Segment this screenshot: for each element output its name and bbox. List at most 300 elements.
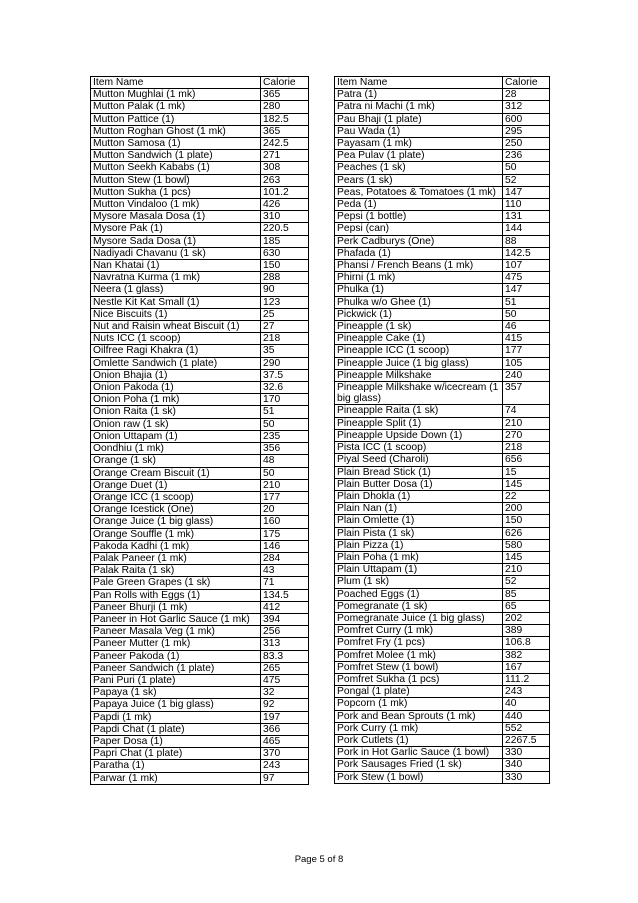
table-row: [91, 199, 309, 211]
table-row: [91, 748, 309, 760]
calorie-cell: 330: [503, 771, 550, 783]
item-name-cell: Pongal (1 plate): [335, 686, 503, 698]
calorie-cell: 382: [503, 649, 550, 661]
item-name-cell: Mysore Masala Dosa (1): [91, 211, 261, 223]
table-row: [335, 211, 550, 223]
item-name-cell: Piyal Seed (Charoli): [335, 454, 503, 466]
calorie-cell: 288: [261, 272, 309, 284]
table-row: [335, 150, 550, 162]
calorie-cell: 365: [261, 125, 309, 137]
item-name-cell: Plain Butter Dosa (1): [335, 478, 503, 490]
table-row: [335, 564, 550, 576]
table-row: [91, 186, 309, 198]
calorie-cell: 210: [503, 417, 550, 429]
calorie-cell: 290: [261, 357, 309, 369]
table-row: [335, 515, 550, 527]
item-name-cell: Nestle Kit Kat Small (1): [91, 296, 261, 308]
item-name-cell: Patra (1): [335, 89, 503, 101]
table-row: [335, 710, 550, 722]
item-name-cell: Pineapple (1 sk): [335, 321, 503, 333]
table-row: [335, 260, 550, 272]
item-name-cell: Nut and Raisin wheat Biscuit (1): [91, 321, 261, 333]
calorie-cell: 43: [261, 565, 309, 577]
table-row: [91, 552, 309, 564]
calorie-cell: 256: [261, 626, 309, 638]
table-row: [91, 101, 309, 113]
table-row: [335, 369, 550, 381]
calorie-cell: 150: [261, 260, 309, 272]
table-row: [91, 174, 309, 186]
calorie-cell: 280: [261, 101, 309, 113]
table-row: [91, 504, 309, 516]
table-row: [335, 429, 550, 441]
calorie-cell: 242.5: [261, 138, 309, 150]
header-item-name: Item Name: [91, 77, 261, 89]
table-row: [335, 551, 550, 563]
item-name-cell: Parwar (1 mk): [91, 772, 261, 784]
table-row: [91, 443, 309, 455]
calorie-cell: 220.5: [261, 223, 309, 235]
item-name-cell: Poached Eggs (1): [335, 588, 503, 600]
item-name-cell: Oondhiu (1 mk): [91, 443, 261, 455]
item-name-cell: Pomfret Sukha (1 pcs): [335, 673, 503, 685]
calorie-cell: 475: [261, 674, 309, 686]
table-row: [91, 735, 309, 747]
calorie-cell: 48: [261, 455, 309, 467]
table-row: [91, 613, 309, 625]
table-row: [335, 771, 550, 783]
calorie-cell: 412: [261, 601, 309, 613]
item-name-cell: Mysore Sada Dosa (1): [91, 235, 261, 247]
table-row: [335, 490, 550, 502]
item-name-cell: Mutton Pattice (1): [91, 113, 261, 125]
calorie-cell: 74: [503, 405, 550, 417]
item-name-cell: Pomfret Curry (1 mk): [335, 625, 503, 637]
item-name-cell: Paneer Sandwich (1 plate): [91, 662, 261, 674]
calorie-cell: 263: [261, 174, 309, 186]
item-name-cell: Mutton Roghan Ghost (1 mk): [91, 125, 261, 137]
table-row: [335, 296, 550, 308]
table-row: [91, 382, 309, 394]
item-name-cell: Mutton Palak (1 mk): [91, 101, 261, 113]
calorie-cell: 210: [503, 564, 550, 576]
table-row: [91, 650, 309, 662]
item-name-cell: Pineapple Juice (1 big glass): [335, 357, 503, 369]
calorie-cell: 92: [261, 699, 309, 711]
table-row: [335, 454, 550, 466]
table-row: [91, 479, 309, 491]
item-name-cell: Onion Bhajia (1): [91, 369, 261, 381]
item-name-cell: Peas, Potatoes & Tomatoes (1 mk): [335, 186, 503, 198]
table-row: [91, 699, 309, 711]
table-row: [91, 333, 309, 345]
table-row: [335, 247, 550, 259]
item-name-cell: Pomegranate Juice (1 big glass): [335, 612, 503, 624]
item-name-cell: Plum (1 sk): [335, 576, 503, 588]
item-name-cell: Mutton Seekh Kababs (1): [91, 162, 261, 174]
table-row: [91, 577, 309, 589]
calorie-cell: 218: [503, 442, 550, 454]
item-name-cell: Mysore Pak (1): [91, 223, 261, 235]
calorie-cell: 145: [503, 551, 550, 563]
item-name-cell: Papaya Juice (1 big glass): [91, 699, 261, 711]
table-row: [91, 760, 309, 772]
calorie-cell: 27: [261, 321, 309, 333]
table-row: [91, 345, 309, 357]
item-name-cell: Pea Pulav (1 plate): [335, 150, 503, 162]
table-row: [91, 89, 309, 101]
calorie-cell: 465: [261, 735, 309, 747]
item-name-cell: Pista ICC (1 scoop): [335, 442, 503, 454]
table-row: [335, 527, 550, 539]
item-name-cell: Peda (1): [335, 199, 503, 211]
item-name-cell: Mutton Sandwich (1 plate): [91, 150, 261, 162]
item-name-cell: Pork Stew (1 bowl): [335, 771, 503, 783]
table-row: [335, 734, 550, 746]
item-name-cell: Onion Uttapam (1): [91, 430, 261, 442]
item-name-cell: Pineapple Split (1): [335, 417, 503, 429]
table-row: [335, 588, 550, 600]
calorie-cell: 71: [261, 577, 309, 589]
table-row: [335, 625, 550, 637]
table-row: [91, 638, 309, 650]
item-name-cell: Pineapple Upside Down (1): [335, 429, 503, 441]
table-row: [91, 662, 309, 674]
item-name-cell: Nadiyadi Chavanu (1 sk): [91, 247, 261, 259]
item-name-cell: Orange Icestick (One): [91, 504, 261, 516]
table-row: [335, 722, 550, 734]
calorie-cell: 295: [503, 125, 550, 137]
calorie-cell: 150: [503, 515, 550, 527]
item-name-cell: Pork Curry (1 mk): [335, 722, 503, 734]
table-row: [91, 284, 309, 296]
calorie-table-left: [90, 76, 309, 785]
item-name-cell: Perk Cadburys (One): [335, 235, 503, 247]
calorie-cell: 142.5: [503, 247, 550, 259]
table-row: [335, 478, 550, 490]
calorie-cell: 50: [503, 162, 550, 174]
item-name-cell: Orange (1 sk): [91, 455, 261, 467]
table-row: [335, 417, 550, 429]
header-item-name: Item Name: [335, 77, 503, 89]
calorie-cell: 394: [261, 613, 309, 625]
calorie-cell: 131: [503, 211, 550, 223]
calorie-cell: 250: [503, 138, 550, 150]
calorie-cell: 182.5: [261, 113, 309, 125]
calorie-cell: 146: [261, 540, 309, 552]
item-name-cell: Plain Dhokla (1): [335, 490, 503, 502]
table-row: [91, 394, 309, 406]
item-name-cell: Mutton Sukha (1 pcs): [91, 186, 261, 198]
calorie-cell: 22: [503, 490, 550, 502]
table-row: [91, 491, 309, 503]
item-name-cell: Pineapple Cake (1): [335, 333, 503, 345]
item-name-cell: Papdi Chat (1 plate): [91, 723, 261, 735]
calorie-cell: 312: [503, 101, 550, 113]
calorie-cell: 426: [261, 199, 309, 211]
calorie-cell: 626: [503, 527, 550, 539]
table-row: [91, 125, 309, 137]
table-row: [91, 308, 309, 320]
item-name-cell: Onion Poha (1 mk): [91, 394, 261, 406]
item-name-cell: Onion raw (1 sk): [91, 418, 261, 430]
item-name-cell: Pineapple Milkshake w/icecream (1 big glass): [335, 382, 503, 405]
calorie-cell: 177: [503, 345, 550, 357]
calorie-cell: 265: [261, 662, 309, 674]
item-name-cell: Phansi / French Beans (1 mk): [335, 260, 503, 272]
item-name-cell: Palak Raita (1 sk): [91, 565, 261, 577]
item-name-cell: Oilfree Ragi Khakra (1): [91, 345, 261, 357]
table-row: [335, 101, 550, 113]
item-name-cell: Navratna Kurma (1 mk): [91, 272, 261, 284]
calorie-cell: 32.6: [261, 382, 309, 394]
calorie-cell: 475: [503, 272, 550, 284]
calorie-cell: 106.8: [503, 637, 550, 649]
item-name-cell: Mutton Mughlai (1 mk): [91, 89, 261, 101]
calorie-cell: 83.3: [261, 650, 309, 662]
item-name-cell: Nuts ICC (1 scoop): [91, 333, 261, 345]
table-row: [335, 661, 550, 673]
item-name-cell: Patra ni Machi (1 mk): [335, 101, 503, 113]
table-row: [335, 125, 550, 137]
item-name-cell: Onion Pakoda (1): [91, 382, 261, 394]
calorie-cell: 366: [261, 723, 309, 735]
calorie-cell: 185: [261, 235, 309, 247]
calorie-cell: 243: [261, 760, 309, 772]
item-name-cell: Orange Juice (1 big glass): [91, 516, 261, 528]
item-name-cell: Mutton Stew (1 bowl): [91, 174, 261, 186]
item-name-cell: Pickwick (1): [335, 308, 503, 320]
item-name-cell: Mutton Samosa (1): [91, 138, 261, 150]
calorie-cell: 308: [261, 162, 309, 174]
item-name-cell: Nan Khatai (1): [91, 260, 261, 272]
calorie-cell: 270: [503, 429, 550, 441]
calorie-cell: 51: [503, 296, 550, 308]
item-name-cell: Paneer Mutter (1 mk): [91, 638, 261, 650]
table-row: [335, 539, 550, 551]
calorie-cell: 236: [503, 150, 550, 162]
table-row: [335, 747, 550, 759]
table-row: [335, 600, 550, 612]
table-row: [335, 576, 550, 588]
item-name-cell: Orange Souffle (1 mk): [91, 528, 261, 540]
table-header-row: [91, 77, 309, 89]
table-row: [91, 247, 309, 259]
table-row: [91, 455, 309, 467]
calorie-cell: 630: [261, 247, 309, 259]
calorie-cell: 105: [503, 357, 550, 369]
item-name-cell: Orange Duet (1): [91, 479, 261, 491]
calorie-cell: 200: [503, 503, 550, 515]
item-name-cell: Paratha (1): [91, 760, 261, 772]
item-name-cell: Phulka w/o Ghee (1): [335, 296, 503, 308]
item-name-cell: Phafada (1): [335, 247, 503, 259]
item-name-cell: Pork Cutlets (1): [335, 734, 503, 746]
item-name-cell: Plain Omlette (1): [335, 515, 503, 527]
calorie-cell: 101.2: [261, 186, 309, 198]
calorie-cell: 32: [261, 687, 309, 699]
item-name-cell: Orange ICC (1 scoop): [91, 491, 261, 503]
calorie-cell: 600: [503, 113, 550, 125]
table-row: [335, 223, 550, 235]
calorie-cell: 51: [261, 406, 309, 418]
table-row: [91, 211, 309, 223]
calorie-cell: 210: [261, 479, 309, 491]
calorie-cell: 656: [503, 454, 550, 466]
item-name-cell: Onion Raita (1 sk): [91, 406, 261, 418]
table-row: [335, 673, 550, 685]
table-row: [91, 723, 309, 735]
item-name-cell: Pau Bhaji (1 plate): [335, 113, 503, 125]
table-row: [335, 345, 550, 357]
table-row: [335, 272, 550, 284]
table-row: [335, 649, 550, 661]
item-name-cell: Pork in Hot Garlic Sauce (1 bowl): [335, 747, 503, 759]
table-row: [335, 138, 550, 150]
calorie-cell: 440: [503, 710, 550, 722]
calorie-cell: 356: [261, 443, 309, 455]
table-row: [91, 138, 309, 150]
calorie-cell: 313: [261, 638, 309, 650]
table-row: [91, 235, 309, 247]
table-row: [91, 418, 309, 430]
table-row: [335, 442, 550, 454]
calorie-cell: 50: [261, 467, 309, 479]
table-row: [91, 321, 309, 333]
table-row: [335, 284, 550, 296]
item-name-cell: Pineapple Raita (1 sk): [335, 405, 503, 417]
table-row: [91, 272, 309, 284]
item-name-cell: Palak Paneer (1 mk): [91, 552, 261, 564]
calorie-cell: 2267.5: [503, 734, 550, 746]
item-name-cell: Pau Wada (1): [335, 125, 503, 137]
item-name-cell: Pan Rolls with Eggs (1): [91, 589, 261, 601]
table-row: [91, 296, 309, 308]
table-row: [335, 405, 550, 417]
table-row: [335, 466, 550, 478]
table-row: [91, 674, 309, 686]
table-row: [335, 612, 550, 624]
table-row: [91, 223, 309, 235]
calorie-cell: 202: [503, 612, 550, 624]
calorie-cell: 170: [261, 394, 309, 406]
table-row: [91, 260, 309, 272]
table-header-row: [335, 77, 550, 89]
item-name-cell: Plain Bread Stick (1): [335, 466, 503, 478]
item-name-cell: Nice Biscuits (1): [91, 308, 261, 320]
table-row: [335, 503, 550, 515]
table-row: [91, 772, 309, 784]
calorie-cell: 310: [261, 211, 309, 223]
item-name-cell: Paneer Masala Veg (1 mk): [91, 626, 261, 638]
table-row: [335, 186, 550, 198]
calorie-cell: 357: [503, 382, 550, 405]
calorie-cell: 147: [503, 284, 550, 296]
table-row: [91, 113, 309, 125]
item-name-cell: Pale Green Grapes (1 sk): [91, 577, 261, 589]
table-row: [91, 150, 309, 162]
table-row: [91, 601, 309, 613]
item-name-cell: Omlette Sandwich (1 plate): [91, 357, 261, 369]
calorie-cell: 330: [503, 747, 550, 759]
calorie-cell: 365: [261, 89, 309, 101]
item-name-cell: Pomfret Molee (1 mk): [335, 649, 503, 661]
table-row: [335, 698, 550, 710]
calorie-cell: 111.2: [503, 673, 550, 685]
calorie-cell: 167: [503, 661, 550, 673]
calorie-cell: 20: [261, 504, 309, 516]
calorie-cell: 284: [261, 552, 309, 564]
calorie-cell: 88: [503, 235, 550, 247]
calorie-cell: 46: [503, 321, 550, 333]
table-row: [91, 467, 309, 479]
calorie-cell: 90: [261, 284, 309, 296]
table-row: [335, 759, 550, 771]
table-row: [335, 321, 550, 333]
item-name-cell: Payasam (1 mk): [335, 138, 503, 150]
item-name-cell: Popcorn (1 mk): [335, 698, 503, 710]
calorie-cell: 50: [503, 308, 550, 320]
calorie-cell: 52: [503, 576, 550, 588]
calorie-cell: 52: [503, 174, 550, 186]
table-row: [91, 357, 309, 369]
calorie-cell: 580: [503, 539, 550, 551]
calorie-cell: 144: [503, 223, 550, 235]
calorie-cell: 145: [503, 478, 550, 490]
table-row: [91, 711, 309, 723]
item-name-cell: Mutton Vindaloo (1 mk): [91, 199, 261, 211]
table-row: [91, 430, 309, 442]
calorie-cell: 65: [503, 600, 550, 612]
table-row: [335, 174, 550, 186]
calorie-cell: 110: [503, 199, 550, 211]
item-name-cell: Plain Pizza (1): [335, 539, 503, 551]
calorie-cell: 370: [261, 748, 309, 760]
table-row: [335, 382, 550, 405]
table-row: [335, 235, 550, 247]
table-row: [91, 162, 309, 174]
table-row: [335, 686, 550, 698]
calorie-cell: 40: [503, 698, 550, 710]
table-row: [91, 687, 309, 699]
table-row: [91, 540, 309, 552]
table-row: [91, 626, 309, 638]
item-name-cell: Neera (1 glass): [91, 284, 261, 296]
item-name-cell: Orange Cream Biscuit (1): [91, 467, 261, 479]
table-row: [335, 199, 550, 211]
calorie-cell: 50: [261, 418, 309, 430]
item-name-cell: Pomfret Fry (1 pcs): [335, 637, 503, 649]
table-row: [91, 565, 309, 577]
calorie-cell: 197: [261, 711, 309, 723]
table-row: [91, 406, 309, 418]
table-row: [91, 528, 309, 540]
item-name-cell: Papri Chat (1 plate): [91, 748, 261, 760]
item-name-cell: Plain Pista (1 sk): [335, 527, 503, 539]
calorie-cell: 35: [261, 345, 309, 357]
calorie-cell: 123: [261, 296, 309, 308]
table-row: [335, 113, 550, 125]
item-name-cell: Pepsi (can): [335, 223, 503, 235]
calorie-cell: 340: [503, 759, 550, 771]
calorie-cell: 97: [261, 772, 309, 784]
table-row: [91, 516, 309, 528]
item-name-cell: Plain Uttapam (1): [335, 564, 503, 576]
item-name-cell: Pork and Bean Sprouts (1 mk): [335, 710, 503, 722]
item-name-cell: Plain Nan (1): [335, 503, 503, 515]
item-name-cell: Pomfret Stew (1 bowl): [335, 661, 503, 673]
table-row: [91, 369, 309, 381]
